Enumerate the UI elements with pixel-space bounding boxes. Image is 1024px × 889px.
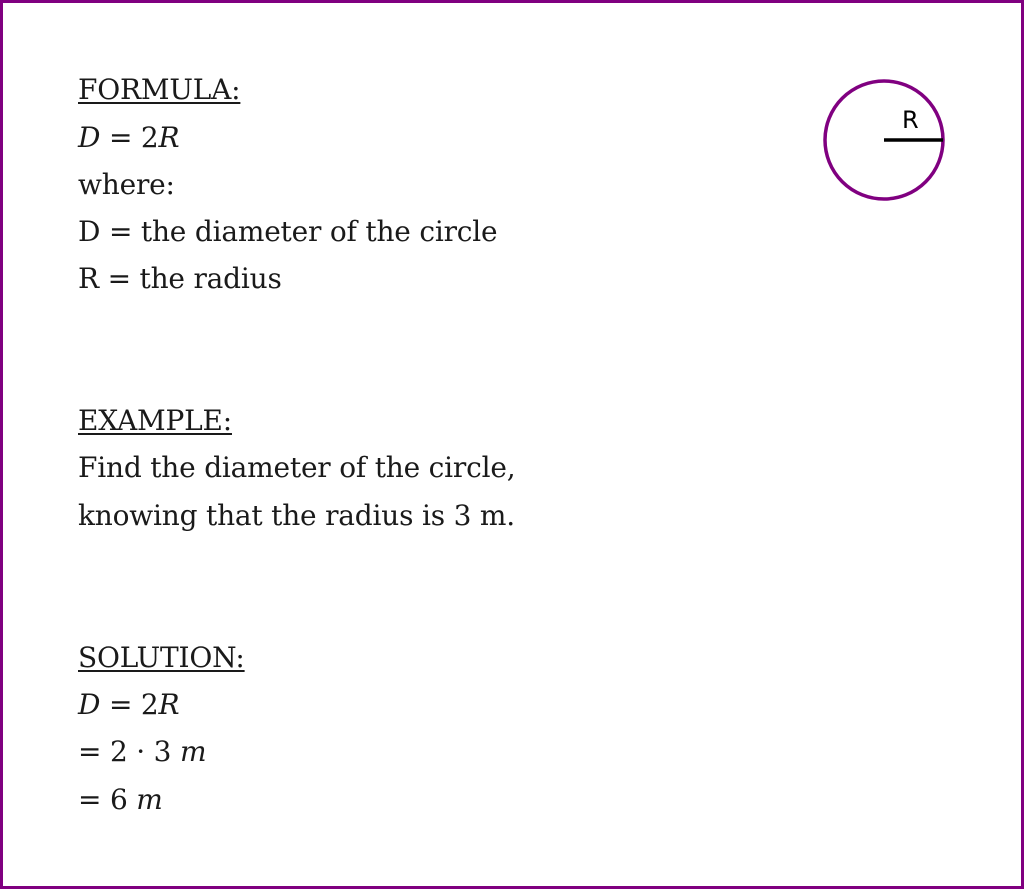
formula-heading: FORMULA: — [78, 73, 241, 106]
step-3-prefix: = 6 — [78, 783, 137, 816]
var-r: R — [158, 688, 180, 721]
equation-rest: = 2 — [100, 688, 159, 721]
radius-label: R — [902, 106, 919, 134]
formula-equation — [78, 121, 180, 154]
var-d: D — [78, 688, 101, 721]
example-line-2: knowing that the radius is 3 m. — [78, 499, 515, 532]
definition-r: R = the radius — [78, 262, 282, 295]
var-d: D — [78, 121, 101, 154]
unit-m: m — [136, 783, 163, 816]
definition-d: D = the diameter of the circle — [78, 215, 498, 248]
solution-step-3 — [78, 783, 163, 816]
unit-m: m — [180, 735, 207, 768]
solution-step-2 — [78, 735, 207, 768]
circle-diagram — [820, 76, 950, 206]
where-label: where: — [78, 168, 175, 201]
step-2-prefix: = 2 · 3 — [78, 735, 180, 768]
solution-step-1 — [78, 688, 180, 721]
example-line-1: Find the diameter of the circle, — [78, 451, 516, 484]
solution-heading: SOLUTION: — [78, 641, 245, 674]
circle-icon — [820, 76, 950, 206]
example-heading: EXAMPLE: — [78, 404, 232, 437]
var-r: R — [158, 121, 180, 154]
equation-rest: = 2 — [100, 121, 159, 154]
